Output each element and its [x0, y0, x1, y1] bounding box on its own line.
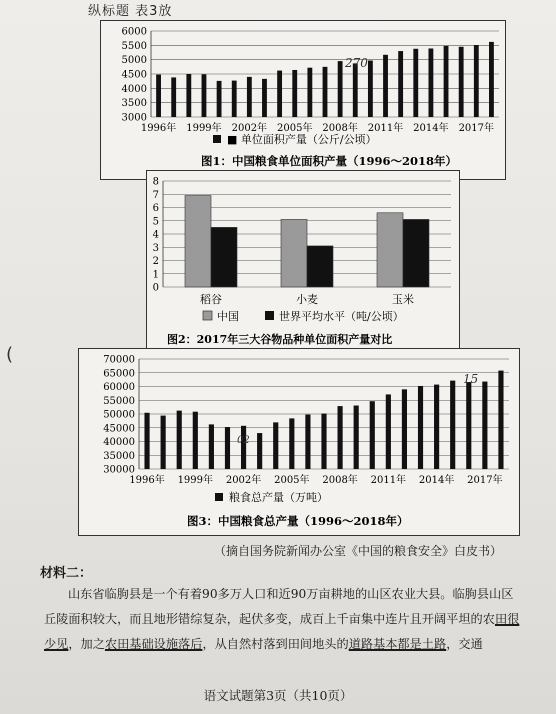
bar — [273, 422, 278, 469]
paragraph-text-1: 山东省临朐县是一个有着90多万人口和近90万亩耕地的山区农业大县。临朐县山区丘陵面积较大，而且地形错综复杂，起伏多变，成百上千亩集中连片且开阔平坦的农 — [44, 587, 514, 626]
y-tick-label: 65000 — [103, 368, 135, 380]
x-tick-label: 2017年 — [458, 123, 495, 134]
bar — [434, 385, 439, 469]
bar — [370, 401, 375, 469]
bar — [262, 79, 267, 117]
material-heading: 材料二： — [40, 566, 93, 581]
bar — [289, 418, 294, 469]
bar — [498, 371, 503, 469]
bar — [403, 219, 429, 287]
x-tick-label: 2002年 — [231, 123, 268, 134]
paragraph-text-2: ，加之 — [68, 637, 105, 651]
y-tick-label: 8 — [152, 176, 159, 188]
x-tick-label: 2011年 — [370, 475, 407, 486]
bar — [402, 389, 407, 469]
bar — [489, 42, 494, 117]
handwritten-note: 纵标题 表3放 — [88, 4, 173, 19]
y-tick-label: 2 — [152, 256, 159, 267]
bar — [211, 227, 237, 287]
bar — [338, 61, 343, 117]
figure-1-caption: 图1：中国粮食单位面积产量（1996～2018年） — [201, 154, 458, 168]
x-tick-label: 2011年 — [367, 123, 404, 134]
legend-label-world: 世界平均水平（吨/公顷） — [279, 310, 404, 323]
y-tick-label: 4000 — [121, 83, 147, 95]
x-tick-label: 2017年 — [467, 475, 503, 486]
x-tick-label: 小麦 — [296, 293, 318, 306]
x-tick-label: 稻谷 — [200, 293, 222, 306]
figure-3-y-ticks — [103, 355, 135, 476]
figure-1-bars — [156, 42, 494, 117]
bar — [209, 424, 214, 469]
legend-swatch-china — [203, 311, 212, 320]
figure-2-caption: 图2：2017年三大谷物品种单位面积产量对比 — [167, 333, 393, 346]
x-tick-label: 1999年 — [186, 123, 222, 134]
bar — [459, 47, 464, 117]
y-tick-label: 6000 — [121, 26, 147, 38]
figure-2-chart — [147, 171, 459, 353]
x-tick-label: 1996年 — [129, 475, 165, 486]
bar — [474, 45, 479, 117]
bar — [377, 213, 403, 287]
bar — [321, 414, 326, 469]
bar — [450, 381, 455, 469]
y-tick-label: 40000 — [103, 437, 135, 448]
page-footer: 语文试题第3页（共10页） — [203, 688, 353, 703]
bar — [232, 81, 237, 117]
y-tick-label: 6 — [152, 203, 159, 214]
margin-mark: ( — [6, 344, 14, 365]
y-tick-label: 4500 — [121, 69, 147, 81]
handwritten-annotation: 15 — [463, 372, 479, 386]
x-tick-label: 2008年 — [322, 475, 358, 486]
bar — [353, 63, 358, 117]
bar — [413, 49, 418, 117]
handwritten-annotation: 02 — [237, 435, 250, 446]
bar — [307, 68, 312, 117]
y-tick-label: 4 — [152, 229, 159, 241]
y-tick-label: 55000 — [103, 395, 135, 407]
y-tick-label: 70000 — [103, 354, 135, 366]
bar — [144, 413, 149, 469]
paragraph-text-4: ，交通 — [446, 637, 483, 651]
figure-3 — [78, 348, 520, 536]
figure-1-y-ticks — [122, 27, 147, 124]
y-tick-label: 5000 — [121, 55, 147, 67]
legend-swatch-yield — [213, 135, 221, 143]
underlined-text-3: 道路基本都是土路 — [348, 637, 447, 651]
bar — [247, 77, 252, 117]
material-paragraph — [44, 582, 524, 657]
bar — [281, 219, 307, 287]
bar — [307, 246, 333, 287]
bar — [171, 77, 176, 117]
figure-2 — [146, 170, 460, 354]
underlined-text-2: 农田基础设施落后 — [104, 637, 203, 651]
figure-1-chart — [101, 21, 505, 179]
x-tick-label: 玉米 — [392, 293, 414, 306]
x-tick-label: 2005年 — [274, 475, 310, 486]
bar — [257, 433, 262, 469]
y-tick-label: 30000 — [103, 464, 135, 476]
figure-2-bars — [185, 196, 429, 287]
legend-label-total: 粮食总产量（万吨） — [229, 491, 328, 504]
x-tick-label: 2014年 — [413, 123, 449, 134]
bar — [292, 70, 297, 117]
figure-2-y-ticks — [153, 177, 159, 294]
bar — [466, 382, 471, 469]
legend-swatch-total — [215, 493, 223, 501]
y-tick-label: 50000 — [103, 409, 135, 421]
y-tick-label: 60000 — [103, 382, 135, 393]
bar — [161, 416, 166, 469]
bar — [241, 426, 246, 469]
legend-swatch-world — [265, 311, 274, 320]
bar — [323, 67, 328, 117]
bar — [428, 48, 433, 117]
bar — [338, 406, 343, 469]
y-tick-label: 3 — [152, 242, 159, 254]
y-tick-label: 3000 — [121, 112, 147, 124]
y-tick-label: 5500 — [121, 40, 147, 52]
bar — [482, 382, 487, 469]
figure-3-chart — [79, 349, 519, 535]
legend-label-yield: ■ 单位面积产量（公斤/公顷） — [227, 133, 377, 146]
bar — [305, 415, 310, 469]
source-note: （摘自国务院新闻办公室《中国的粮食安全》白皮书） — [214, 544, 503, 558]
figure-3-x-ticks — [129, 473, 502, 486]
bar — [185, 196, 211, 287]
paragraph-text-3: ，从自然村落到田间地头的 — [202, 637, 349, 651]
figure-1 — [100, 20, 506, 180]
bar — [202, 74, 207, 117]
bar — [277, 71, 282, 117]
y-tick-label: 1 — [152, 269, 159, 281]
figure-3-caption: 图3：中国粮食总产量（1996～2018年） — [187, 514, 409, 528]
figure-2-x-ticks — [200, 292, 414, 306]
x-tick-label: 2002年 — [225, 475, 262, 486]
bar — [225, 427, 230, 469]
bar — [186, 74, 191, 117]
bar — [354, 406, 359, 469]
y-tick-label: 35000 — [103, 450, 135, 462]
underlined-text-1: 田很少见 — [44, 612, 520, 651]
bar — [444, 46, 449, 117]
x-tick-label: 2005年 — [277, 123, 313, 134]
y-tick-label: 0 — [152, 282, 159, 294]
bar — [386, 394, 391, 469]
bar — [156, 75, 161, 117]
figure-3-bars — [144, 371, 503, 469]
x-tick-label: 1999年 — [177, 475, 214, 486]
bar — [217, 81, 222, 117]
x-tick-label: 1996年 — [140, 123, 177, 134]
y-tick-label: 3500 — [121, 98, 147, 110]
bar — [368, 61, 373, 117]
handwritten-annotation: 270 — [345, 56, 368, 70]
y-tick-label: 5 — [152, 216, 159, 228]
bar — [398, 51, 403, 117]
x-tick-label: 2008年 — [322, 123, 358, 134]
y-tick-label: 7 — [152, 189, 159, 201]
bar — [418, 386, 423, 469]
legend-label-china: 中国 — [217, 310, 239, 323]
y-tick-label: 45000 — [103, 423, 135, 435]
x-tick-label: 2014年 — [418, 475, 455, 486]
bar — [177, 411, 182, 469]
bar — [383, 55, 388, 117]
bar — [193, 412, 198, 469]
